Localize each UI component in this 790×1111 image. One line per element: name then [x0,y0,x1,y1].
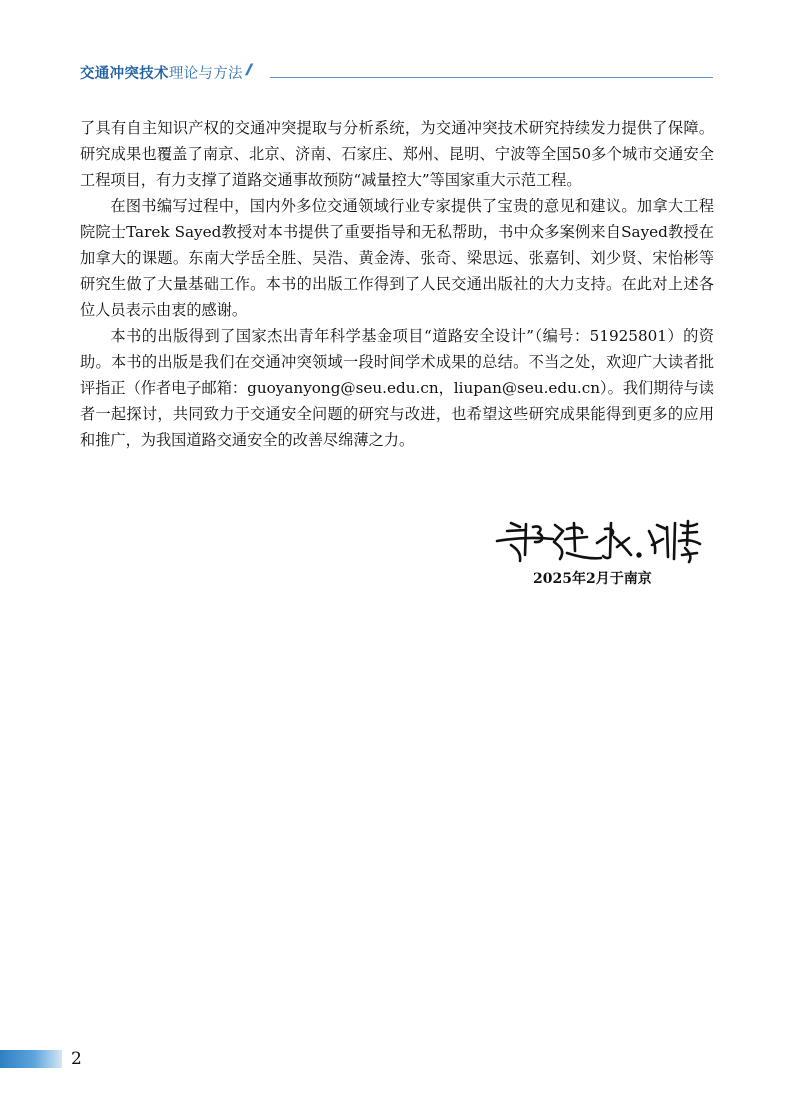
paragraph-acknowledgements: 在图书编写过程中，国内外多位交通领域行业专家提供了宝贵的意见和建议。加拿大工程院院士Tarek Sayed教授对本书提供了重要指导和无私帮助，书中众多案例来自Sayed教授在加拿大的课题。东南大学岳全胜、吴浩、黄金涛、张奇、梁思远、张嘉钊、刘少贤、宋怡彬等研究生做了大量基础工作。本书的出版工作得到了人民交通出版社的大力支持。在此对上述各位人员表示由衷的感谢。 [80,197,714,319]
handwritten-signature [493,515,703,565]
paragraph-funding: 本书的出版得到了国家杰出青年科学基金项目“道路安全设计”（编号：51925801）的资助。本书的出版是我们在交通冲突领域一段时间学术成果的总结。不当之处，欢迎广大读者批评指正（作者电子邮箱：guoyanyong@seu.edu.cn，liupan@seu.edu.cn）。我们期待与读者一起探讨，共同致力于交通安全问题的研究与改进，也希望这些研究成果能得到更多的应用和推广，为我国道路交通安全的改善尽绵薄之力。 [80,327,714,449]
signature-date: 2025年2月于南京 [533,571,652,587]
footer-color-bar [0,1050,62,1068]
header-title-rest: 理论与方法 [168,66,243,82]
header-slash-ornament: /// [246,62,249,78]
header-title-bold: 交通冲突技术 [80,66,169,82]
paragraph-continued: 了具有自主知识产权的交通冲突提取与分析系统，为交通冲突技术研究持续发力提供了保障。研究成果也覆盖了南京、北京、济南、石家庄、郑州、昆明、宁波等全国50多个城市交通安全工程项目，有力支撑了道路交通事故预防“减量控大”等国家重大示范工程。 [80,119,714,189]
header-rule-line [270,77,713,78]
running-header-title [80,62,243,83]
preface-body [80,115,714,453]
page-number: 2 [71,1049,82,1069]
